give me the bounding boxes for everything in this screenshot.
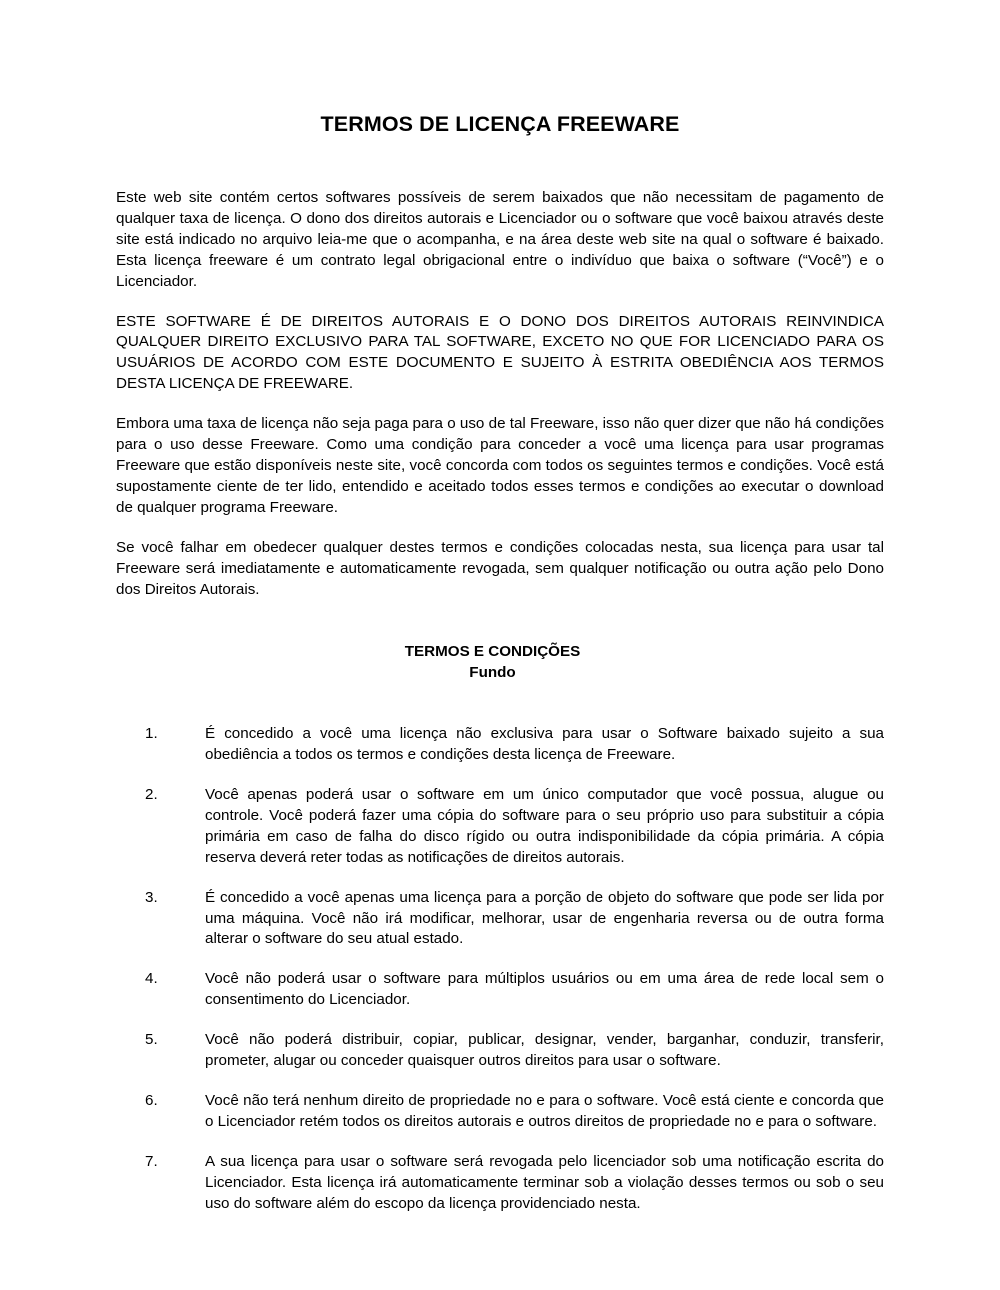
list-item-text: Você não poderá usar o software para múltiplos usuários ou em uma área de rede local sem o consentimento do Licenciador. <box>205 970 884 1009</box>
document-content <box>116 0 884 1215</box>
list-item <box>116 785 884 869</box>
terms-subheading-line: Fundo <box>469 664 516 682</box>
terms-list <box>116 724 884 1214</box>
list-item <box>116 969 884 1011</box>
copyright-notice-paragraph: ESTE SOFTWARE É DE DIREITOS AUTORAIS E O DONO DOS DIREITOS AUTORAIS REINVINDICA QUALQUER DIREITO EXCLUSIVO PARA TAL SOFTWARE, EXCETO NO QUE FOR LICENCIADO PARA OS USUÁRIOS DE ACORDO COM ESTE DOCUMENTO E SUJEITO À ESTRITA OBEDIÊNCIA AOS TERMOS DESTA LICENÇA DE FREEWARE. <box>116 312 884 393</box>
list-item <box>116 1091 884 1133</box>
intro-paragraph: Este web site contém certos softwares possíveis de serem baixados que não necessitam de pagamento de qualquer taxa de licença. O dono dos direitos autorais e Licenciador ou o software que você baixou através deste site está indicado no arquivo leia-me que o acompanha, e na área deste web site na qual o software é baixado. Esta licença freeware é um contrato legal obrigacional entre o indivíduo que baixa o software (“Você”) e o Licenciador. <box>116 189 884 290</box>
list-item-number: 3. <box>145 888 158 906</box>
list-item-number: 2. <box>145 786 158 804</box>
list-item <box>116 888 884 951</box>
list-item-text: É concedido a você apenas uma licença para a porção de objeto do software que pode ser lida por uma máquina. Você não irá modificar, melhorar, usar de engenharia reversa ou de outra forma alterar o software do seu atual estado. <box>205 888 884 948</box>
list-item-text: Você não poderá distribuir, copiar, publicar, designar, vender, barganhar, conduzir, transferir, prometer, alugar ou conceder quaisquer outros direitos para usar o software. <box>205 1031 884 1070</box>
list-item-number: 7. <box>145 1152 158 1170</box>
list-item-text: Você apenas poderá usar o software em um único computador que você possua, alugue ou controle. Você poderá fazer uma cópia do software para o seu próprio uso para substituir a cópia primária em caso de falha do disco rígido ou outra indisponibilidade da cópia primária. A cópia reserva deverá reter todas as notificações de direitos autorais. <box>205 786 884 866</box>
revocation-paragraph: Se você falhar em obedecer qualquer destes termos e condições colocadas nesta, sua licença para usar tal Freeware será imediatamente e automaticamente revogada, sem qualquer notificação ou outra ação pelo Dono dos Direitos Autorais. <box>116 538 884 598</box>
license-conditions-paragraph: Embora uma taxa de licença não seja paga para o uso de tal Freeware, isso não quer dizer que não há condições para o uso desse Freeware. Como uma condição para conceder a você uma licença para usar programas Freeware que estão disponíveis neste site, você concorda com todos os seguintes termos e condições. Você está supostamente ciente de ter lido, entendido e aceitado todos esses termos e condições ao executar o download de qualquer programa Freeware. <box>116 415 884 516</box>
list-item-number: 5. <box>145 1031 158 1049</box>
list-item-text: A sua licença para usar o software será revogada pelo licenciador sob uma notificação escrita do Licenciador. Esta licença irá automaticamente terminar sob a violação desses termos ou sob o seu uso do software além do escopo da licença providenciado nesta. <box>205 1152 884 1212</box>
terms-section-heading <box>116 642 884 684</box>
list-item-text: É concedido a você uma licença não exclusiva para usar o Software baixado sujeito a sua obediência a todos os termos e condições desta licença de Freeware. <box>205 725 884 764</box>
list-item <box>116 724 884 766</box>
list-item-text: Você não terá nenhum direito de propriedade no e para o software. Você está ciente e concorda que o Licenciador retém todos os direitos autorais e outros direitos de propriedade no e para o software. <box>205 1092 884 1130</box>
terms-heading-line: TERMOS E CONDIÇÕES <box>404 643 581 661</box>
page-title: TERMOS DE LICENÇA FREEWARE <box>320 112 680 136</box>
list-item <box>116 1030 884 1072</box>
list-item-number: 1. <box>145 725 158 743</box>
list-item <box>116 1152 884 1215</box>
list-item-number: 4. <box>145 970 158 988</box>
list-item-number: 6. <box>145 1092 158 1109</box>
